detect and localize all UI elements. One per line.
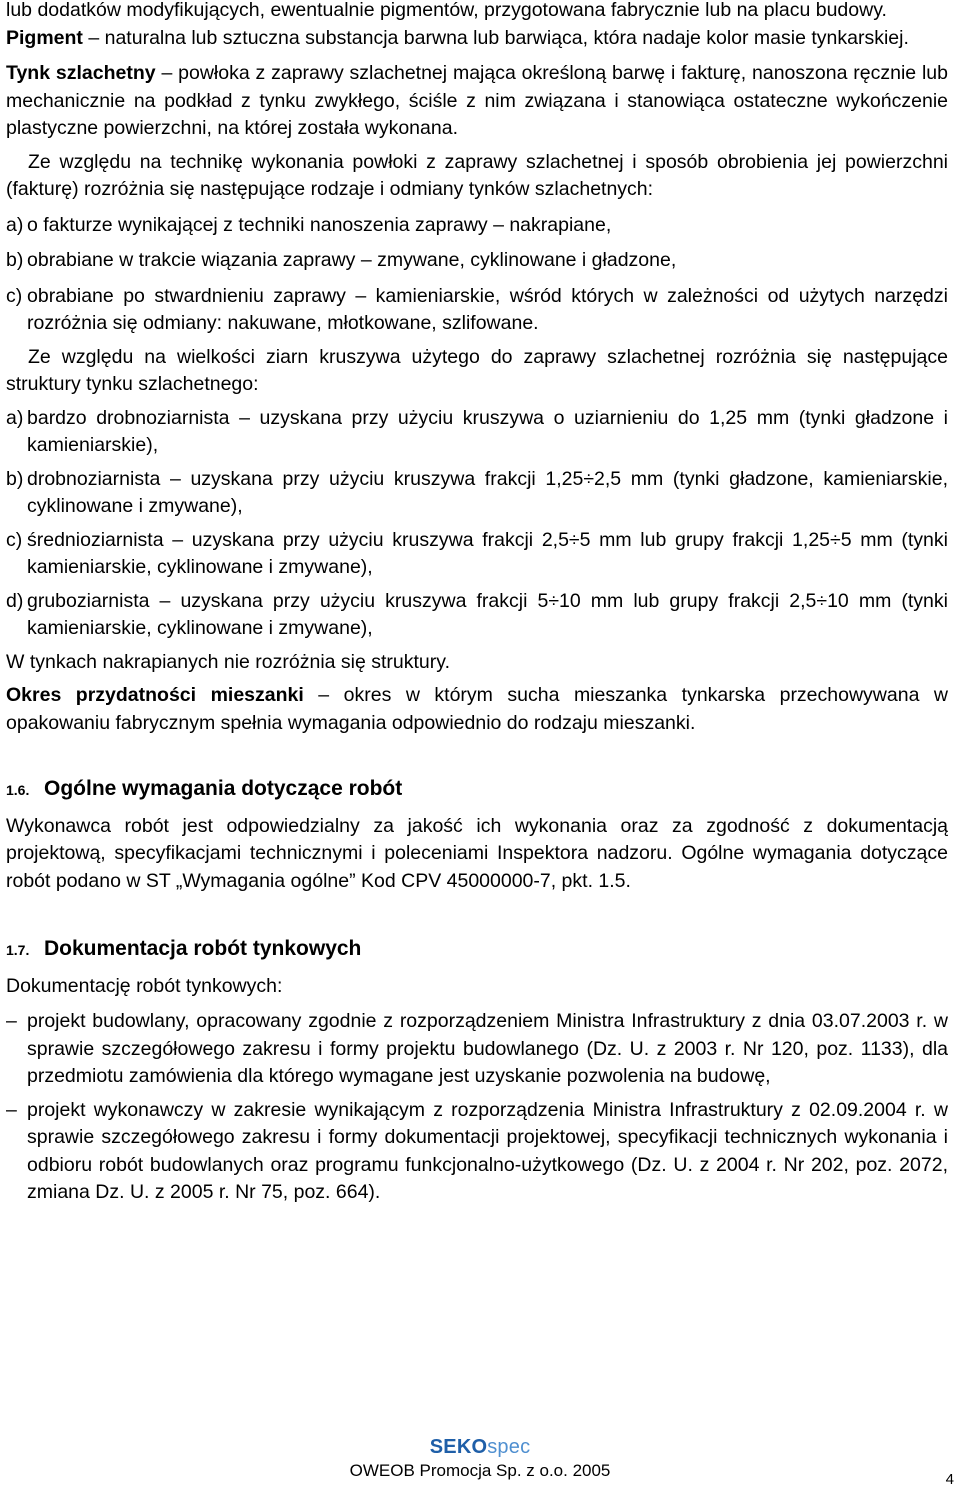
brand-light: spec (487, 1436, 531, 1458)
list-label: c) (6, 284, 23, 307)
definition-pigment-text: – naturalna lub sztuczna substancja barwna lub barwiąca, która nadaje kolor masie tynkarskiej. (82, 26, 909, 49)
list-dash: – (6, 1098, 17, 1121)
definition-okres-przydatnosci (6, 682, 948, 737)
list-dash: – (6, 1010, 17, 1032)
list-label: d) (6, 589, 24, 612)
list-text: projekt wykonawczy w zakresie wynikającym z rozporządzenia Ministra Infrastruktury z 02.09.2004 r. w sprawie szczegółowego zakresu i formy dokumentacji projektowej, specyfikacji technicznych wykonania i odbioru robót budowlanych oraz programu funkcjonalno-użytkowego (Dz. U. z 2004 r. Nr 202, poz. 2072, zmiana Dz. U. z 2005 r. Nr 75, poz. 664). (27, 1098, 948, 1203)
section-title: Ogólne wymagania dotyczące robót (44, 777, 403, 800)
paragraph-section-1-7-intro: Dokumentację robót tynkowych: (6, 974, 283, 997)
footer-copyright: OWEOB Promocja Sp. z o.o. 2005 (349, 1461, 611, 1480)
section-number: 1.7. (6, 942, 30, 958)
document-page (6, 0, 948, 1207)
list-label: a) (6, 213, 24, 236)
list-item (6, 466, 948, 521)
list-text: o fakturze wynikającej z techniki nanoszenia zaprawy – nakrapiane, (27, 213, 612, 236)
list-label: a) (6, 406, 24, 429)
list-label: b) (6, 249, 24, 271)
list-item (6, 212, 948, 240)
section-heading-1-6 (6, 775, 948, 805)
documentation-list (6, 1008, 948, 1207)
list-text: gruboziarnista – uzyskana przy użyciu kruszywa frakcji 5÷10 mm lub grupy frakcji 2,5÷10 mm (tynki kamieniarskie, cyklinowane i zmywane), (27, 589, 948, 639)
list-item (6, 283, 948, 338)
list-item (6, 588, 948, 643)
list-item (6, 247, 948, 275)
list-label: c) (6, 528, 23, 551)
list-text: bardzo drobnoziarnista – uzyskana przy użyciu kruszywa o uziarnieniu do 1,25 mm (tynki gładzone i kamieniarskie), (27, 406, 948, 456)
list-item (6, 1008, 948, 1091)
definition-tynk-szlachetny (6, 60, 948, 143)
list-text: średnioziarnista – uzyskana przy użyciu kruszywa frakcji 2,5÷5 mm lub grupy frakcji 1,25÷5 mm (tynki kamieniarskie, cyklinowane i zmywane), (27, 528, 948, 578)
paragraph-technique-intro: Ze względu na technikę wykonania powłoki z zaprawy szlachetnej i sposób obrobienia jej powierzchni (fakturę) rozróżnia się następujące rodzaje i odmiany tynków szlachetnych: (6, 150, 948, 200)
list-text: obrabiane po stwardnieniu zaprawy – kamieniarskie, wśród których w zależności od użytych narzędzi rozróżnia się odmiany: nakuwane, młotkowane, szlifowane. (27, 284, 948, 334)
technique-list (6, 212, 948, 338)
term-pigment: Pigment (6, 26, 83, 49)
list-label: b) (6, 467, 24, 490)
grain-list (6, 405, 948, 643)
section-title: Dokumentacja robót tynkowych (44, 937, 362, 960)
section-heading-1-7 (6, 935, 948, 965)
list-item (6, 1097, 948, 1207)
definition-okres-text: – okres w którym sucha mieszanka tynkarska przechowywana w opakowaniu fabrycznym spełnia wymagania odpowiednio do rodzaju mieszanki. (6, 684, 949, 734)
term-tynk-szlachetny: Tynk szlachetny (6, 62, 156, 84)
list-text: drobnoziarnista – uzyskana przy użyciu kruszywa frakcji 1,25÷2,5 mm (tynki gładzone, kamieniarskie, cyklinowane i zmywane), (27, 467, 948, 517)
section-number: 1.6. (6, 782, 30, 798)
term-okres-przydatnosci: Okres przydatności mieszanki (6, 684, 304, 706)
paragraph-intro: lub dodatków modyfikujących, ewentualnie pigmentów, przygotowana fabrycznie lub na placu budowy. (6, 0, 887, 21)
list-item (6, 527, 948, 582)
list-text: projekt budowlany, opracowany zgodnie z rozporządzeniem Ministra Infrastruktury z dnia 03.07.2003 r. w sprawie szczegółowego zakresu i formy projektu budowlanego (Dz. U. z 2003 r. Nr 120, poz. 1133), dla przedmiotu zamówienia dla którego wymagane jest uzyskanie pozwolenia na budowę, (27, 1010, 948, 1087)
paragraph-nakrapiane-note: W tynkach nakrapianych nie rozróżnia się struktury. (6, 650, 450, 673)
list-item (6, 405, 948, 460)
paragraph-grain-intro: Ze względu na wielkości ziarn kruszywa użytego do zaprawy szlachetnej rozróżnia się następujące struktury tynku szlachetnego: (6, 345, 948, 395)
definition-pigment (6, 25, 948, 53)
brand-bold: SEKO (429, 1436, 488, 1458)
paragraph-section-1-6: Wykonawca robót jest odpowiedzialny za jakość ich wykonania oraz za zgodność z dokumentacją projektową, specyfikacjami technicznymi i poleceniami Inspektora nadzoru. Ogólne wymagania dotyczące robót podano w ST „Wymagania ogólne” Kod CPV 45000000-7, pkt. 1.5. (6, 814, 948, 892)
page-number: 4 (945, 1471, 954, 1488)
list-text: obrabiane w trakcie wiązania zaprawy – zmywane, cyklinowane i gładzone, (27, 249, 677, 271)
definition-tynk-text: – powłoka z zaprawy szlachetnej mająca określoną barwę i fakturę, nanoszona ręcznie lub mechanicznie na podkład z tynku zwykłego, ściśle z nim związana i stanowiąca ostateczne wykończenie plastyczne powierzchni, na której została wykonana. (6, 62, 948, 139)
